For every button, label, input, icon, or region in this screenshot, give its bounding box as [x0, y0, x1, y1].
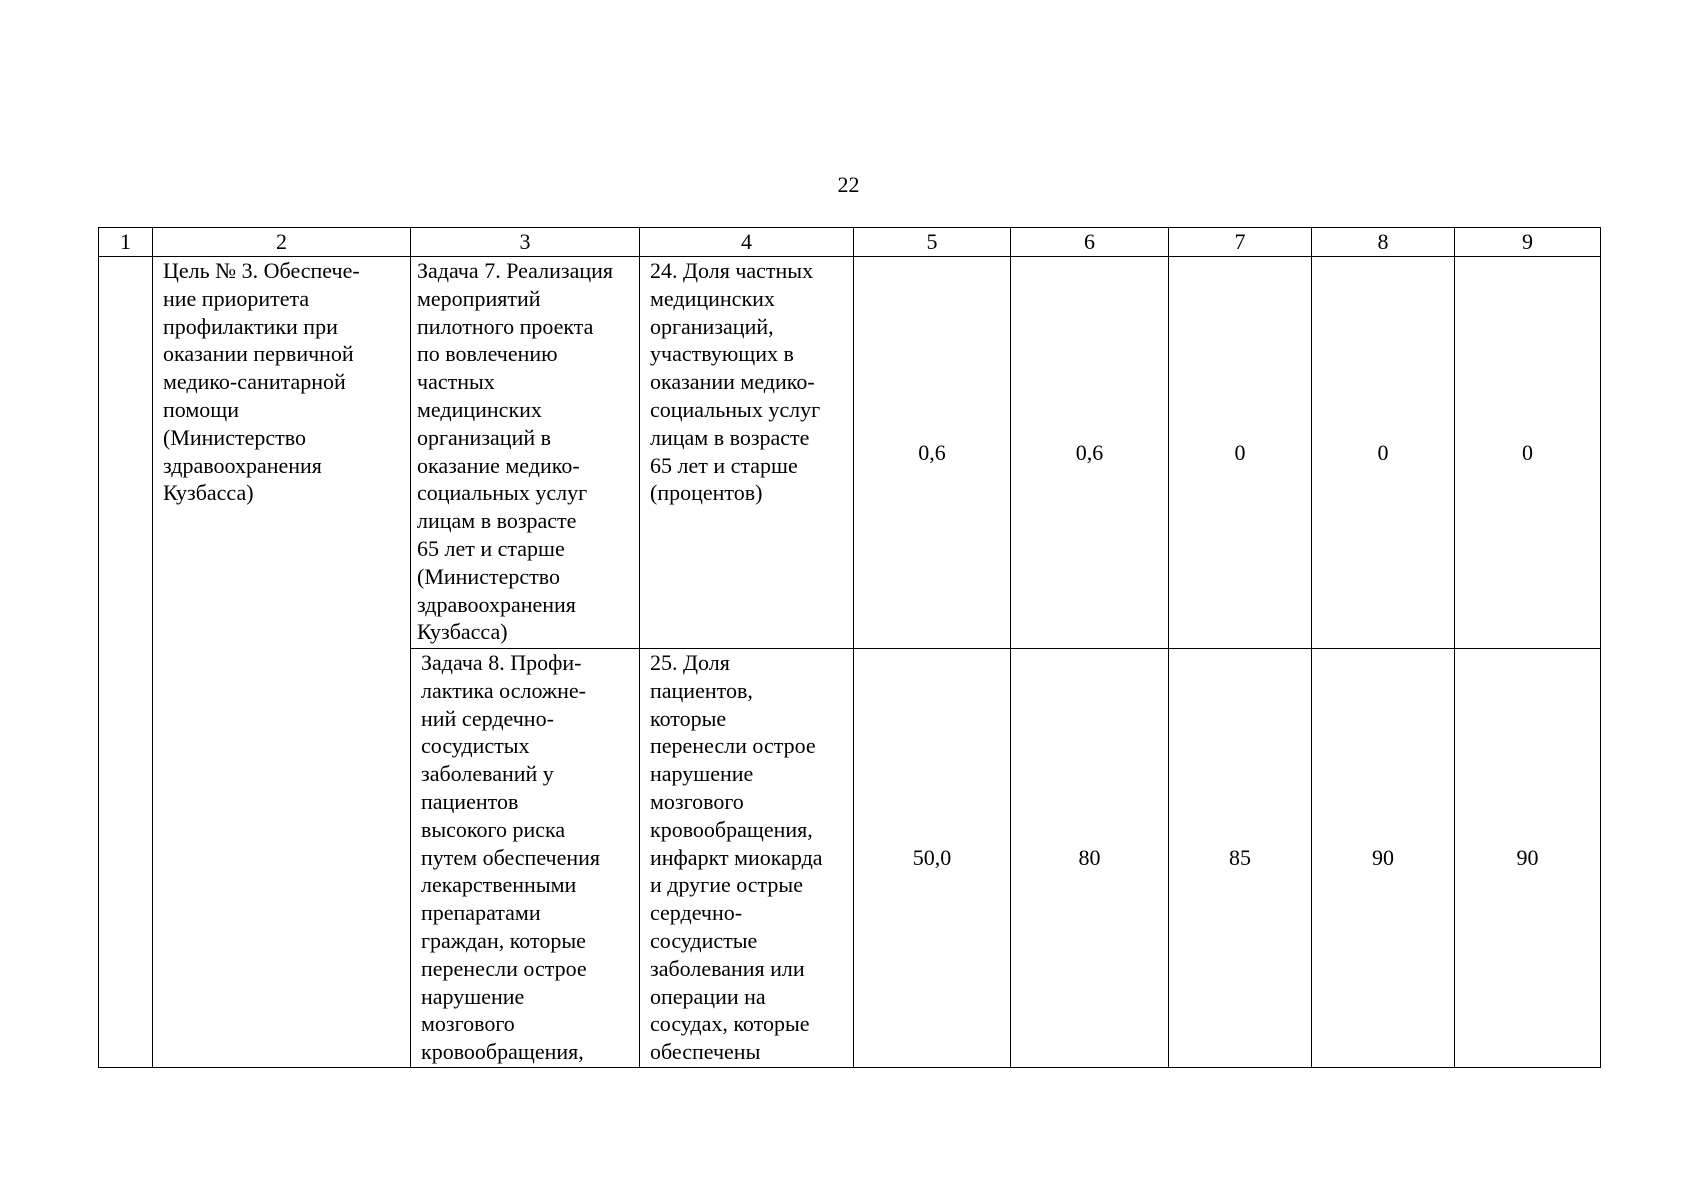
column-number: 1	[99, 228, 153, 257]
row-number-cell	[99, 257, 153, 1068]
page-number: 22	[837, 172, 860, 197]
value-cell: 0,6	[1011, 257, 1169, 649]
value-cell: 80	[1011, 649, 1169, 1068]
column-number: 4	[640, 228, 854, 257]
column-number: 6	[1011, 228, 1169, 257]
value-cell: 0,6	[854, 257, 1011, 649]
task-text: Задача 7. Реализация мероприятий пилотного проекта по вовлечению частных медицинских организаций в оказание медико- социальных услуг лицам в возрасте 65 лет и старше (Министерство здравоохранения Кузбасса)	[417, 258, 614, 645]
indicator-text: 24. Доля частных медицинских организаций, участвующих в оказании медико- социальных услуг лицам в возрасте 65 лет и старше (процентов)	[650, 258, 821, 506]
value-cell: 85	[1169, 649, 1312, 1068]
value-cell: 50,0	[854, 649, 1011, 1068]
indicator-text: 25. Доля пациентов, которые перенесли острое нарушение мозгового кровообращения, инфаркт миокарда и другие острые сердечно- сосудистые заболевания или операции на сосудах, которые обеспечены	[650, 650, 823, 1065]
goal-text: Цель № 3. Обеспече- ние приоритета профилактики при оказании первичной медико-санитарной помощи (Министерство здравоохранения Кузбасса)	[163, 258, 360, 506]
value-cell: 0	[1312, 257, 1455, 649]
table-row	[99, 257, 1601, 649]
task-text: Задача 8. Профи- лактика осложне- ний сердечно- сосудистых заболеваний у пациентов высокого риска путем обеспечения лекарственными препаратами граждан, которые перенесли острое нарушение мозгового кровообращения,	[421, 650, 601, 1065]
goal-cell	[153, 257, 411, 1068]
value-cell: 90	[1455, 649, 1601, 1068]
task-cell	[411, 649, 640, 1068]
indicator-cell	[640, 257, 854, 649]
indicator-cell	[640, 649, 854, 1068]
column-number: 2	[153, 228, 411, 257]
column-number: 9	[1455, 228, 1601, 257]
column-number: 5	[854, 228, 1011, 257]
column-number: 7	[1169, 228, 1312, 257]
value-cell: 0	[1169, 257, 1312, 649]
indicators-table	[98, 227, 1601, 1068]
value-cell: 0	[1455, 257, 1601, 649]
column-number: 8	[1312, 228, 1455, 257]
task-cell	[411, 257, 640, 649]
value-cell: 90	[1312, 649, 1455, 1068]
column-number-row	[99, 228, 1601, 257]
column-number: 3	[411, 228, 640, 257]
